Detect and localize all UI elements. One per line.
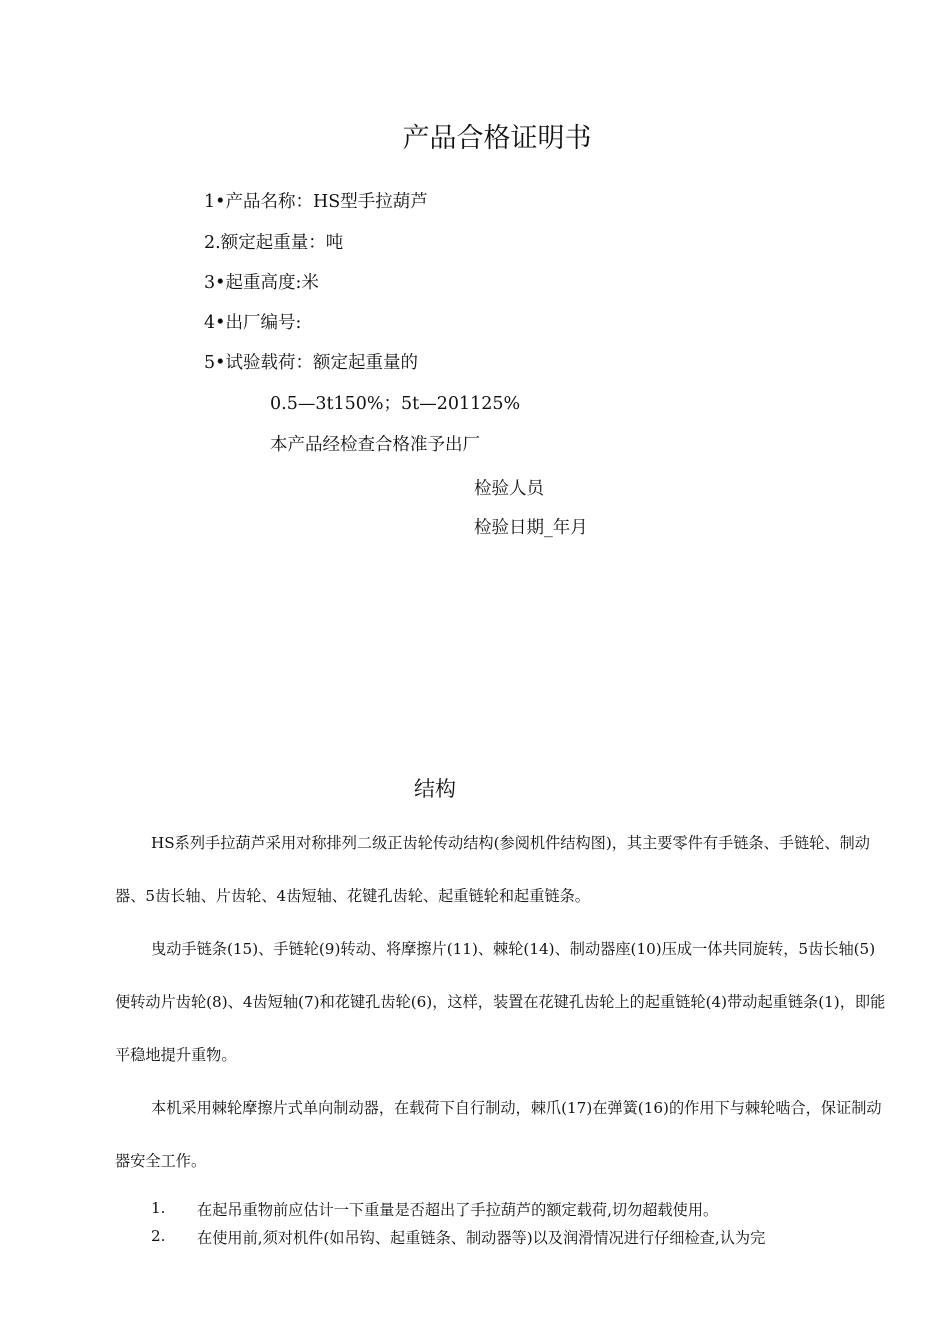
section-heading-structure: 结构 [414,777,456,801]
item-test-load: 5•试验载荷：额定起重量的 [204,353,418,373]
structure-paragraph-1: HS系列手拉葫芦采用对称排列二级正齿轮传动结构(参阅机件结构图)，其主要零件有手链条、手链轮、制动器、5齿长轴、片齿轮、4齿短轴、花键孔齿轮、起重链轮和起重链条。 [115,834,870,905]
item-serial-number: 4•出厂编号: [204,313,302,333]
note-item-1 [151,1199,891,1223]
note-number: 2. [151,1227,166,1245]
approval-text: 本产品经检查合格准予出厂 [270,435,480,455]
item-product-name: 1•产品名称：HS型手拉葫芦 [204,192,428,212]
page-title: 产品合格证明书 [402,123,592,154]
inspector-label: 检验人员 [474,479,544,499]
note-number: 1. [151,1199,166,1217]
load-ratio-text: 0.5—3t150%；5t—201125% [270,394,521,414]
structure-paragraph-3: 本机采用棘轮摩擦片式单向制动器，在载荷下自行制动，棘爪(17)在弹簧(16)的作用下与棘轮啮合，保证制动器安全工作。 [115,1099,882,1170]
note-text: 在使用前,须对机件(如吊钩、起重链条、制动器等)以及润滑情况进行仔细检查,认为完 [197,1229,766,1247]
inspection-date-label: 检验日期_年月 [474,518,588,538]
note-text: 在起吊重物前应估计一下重量是否超出了手拉葫芦的额定载荷,切勿超载使用。 [197,1201,719,1219]
item-lift-height: 3•起重高度:米 [204,273,319,293]
note-item-2 [151,1227,891,1251]
structure-paragraph-2: 曳动手链条(15)、手链轮(9)转动、将摩擦片(11)、棘轮(14)、制动器座(10)压成一体共同旋转，5齿长轴(5)便转动片齿轮(8)、4齿短轴(7)和花键孔齿轮(6)，这样，装置在花键孔齿轮上的起重链轮(4)带动起重链条(1)，即能平稳地提升重物。 [115,940,886,1064]
item-rated-capacity: 2.额定起重量：吨 [204,233,344,253]
